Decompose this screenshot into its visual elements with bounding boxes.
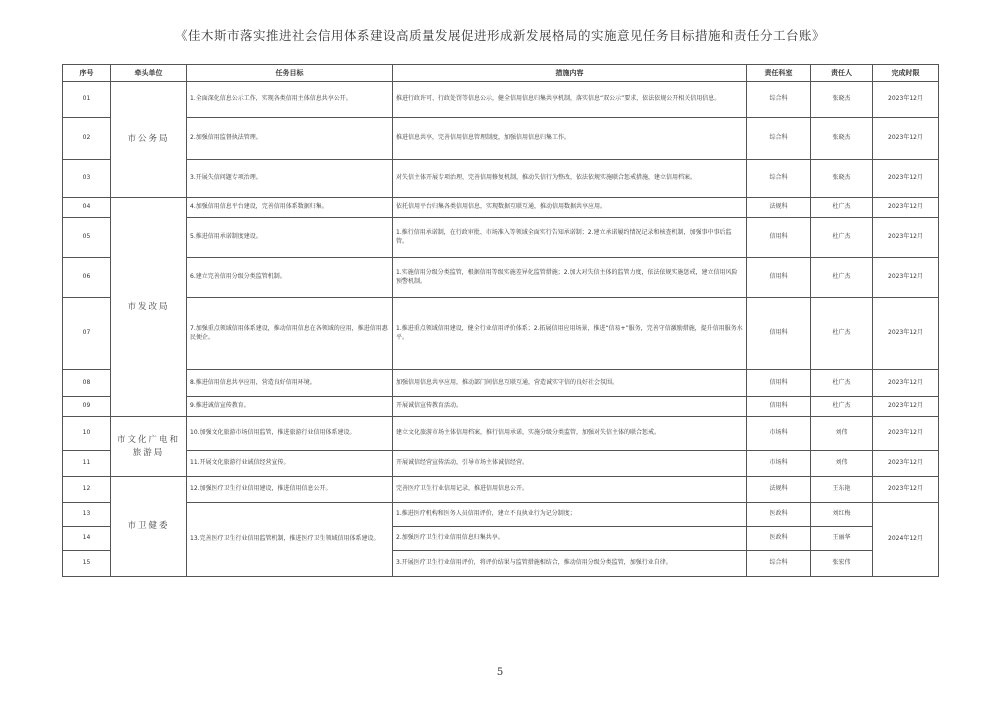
- dept-cell: 医政科: [747, 527, 811, 551]
- goal-cell: 9.推进诚信宣传教育。: [187, 397, 393, 417]
- deadline-cell: 2024年12月: [873, 503, 939, 577]
- dept-cell: 法规科: [747, 198, 811, 218]
- header-measure: 措施内容: [393, 65, 747, 82]
- header-no: 序号: [63, 65, 111, 82]
- goal-cell: 4.加强信用信息平台建设，完善信用体系数据归集。: [187, 198, 393, 218]
- person-cell: 张宏伟: [811, 551, 873, 577]
- row-no: 13: [63, 503, 111, 527]
- goal-cell: 3.开展失信问题专项治理。: [187, 160, 393, 198]
- dept-cell: 法规科: [747, 477, 811, 503]
- dept-cell: 综合科: [747, 82, 811, 118]
- table-header-row: [63, 65, 939, 82]
- row-no: 11: [63, 451, 111, 477]
- deadline-cell: 2023年12月: [873, 298, 939, 370]
- dept-cell: 市场科: [747, 417, 811, 451]
- table-row: [63, 370, 939, 397]
- person-cell: 张晓杰: [811, 118, 873, 160]
- goal-cell: 8.推进信用信息共享应用，营造良好信用环境。: [187, 370, 393, 397]
- lead-unit-cell: 市公务局: [111, 82, 187, 198]
- table-row: [63, 503, 939, 527]
- deadline-cell: 2023年12月: [873, 258, 939, 298]
- page-number: 5: [496, 667, 504, 678]
- table-row: [63, 160, 939, 198]
- goal-cell: 5.推进信用承诺制度建设。: [187, 218, 393, 258]
- deadline-cell: 2023年12月: [873, 370, 939, 397]
- row-no: 02: [63, 118, 111, 160]
- dept-cell: 信用科: [747, 370, 811, 397]
- measure-cell: 3.开展医疗卫生行业信用评价，将评价结果与监管措施相结合，推动信用分级分类监管，加强行业自律。: [393, 551, 747, 577]
- measure-cell: 加强信用信息共享应用，推动部门间信息互联互通，营造诚实守信的良好社会氛围。: [393, 370, 747, 397]
- row-no: 05: [63, 218, 111, 258]
- person-cell: 王东艳: [811, 477, 873, 503]
- dept-cell: 综合科: [747, 551, 811, 577]
- person-cell: 杜广杰: [811, 198, 873, 218]
- deadline-cell: 2023年12月: [873, 82, 939, 118]
- row-no: 07: [63, 298, 111, 370]
- measure-cell: 推进行政许可、行政处罚等信息公示，健全信用信息归集共享机制，落实信息“双公示”要求，依法依规公开相关信用信息。: [393, 82, 747, 118]
- deadline-cell: 2023年12月: [873, 218, 939, 258]
- deadline-cell: 2023年12月: [873, 451, 939, 477]
- row-no: 08: [63, 370, 111, 397]
- goal-cell: 6.建立完善信用分级分类监管机制。: [187, 258, 393, 298]
- dept-cell: 综合科: [747, 160, 811, 198]
- goal-cell: 11.开展文化旅游行业诚信经营宣传。: [187, 451, 393, 477]
- dept-cell: 信用科: [747, 218, 811, 258]
- measure-cell: 2.加强医疗卫生行业信用信息归集共享。: [393, 527, 747, 551]
- deadline-cell: 2023年12月: [873, 417, 939, 451]
- measure-cell: 1.实施信用分级分类监管，根据信用等级实施差异化监管措施；2.加大对失信主体的监管力度，依法依规实施惩戒，建立信用风险预警机制。: [393, 258, 747, 298]
- measure-cell: 对失信主体开展专项治理，完善信用修复机制，推动失信行为整改，依法依规实施联合惩戒措施，建立信用档案。: [393, 160, 747, 198]
- row-no: 12: [63, 477, 111, 503]
- person-cell: 王丽华: [811, 527, 873, 551]
- header-goal: 任务目标: [187, 65, 393, 82]
- goal-cell: 10.加强文化旅游市场信用监管，推进旅游行业信用体系建设。: [187, 417, 393, 451]
- person-cell: 刘伟: [811, 417, 873, 451]
- table-row: [63, 477, 939, 503]
- person-cell: 杜广杰: [811, 370, 873, 397]
- row-no: 06: [63, 258, 111, 298]
- table-row: [63, 258, 939, 298]
- measure-cell: 完善医疗卫生行业信用记录，推进信用信息公开。: [393, 477, 747, 503]
- header-lead-unit: 牵头单位: [111, 65, 187, 82]
- row-no: 15: [63, 551, 111, 577]
- dept-cell: 信用科: [747, 397, 811, 417]
- lead-unit-cell: 市文化广电和旅游局: [111, 417, 187, 477]
- dept-cell: 信用科: [747, 258, 811, 298]
- person-cell: 杜广杰: [811, 397, 873, 417]
- person-cell: 张晓杰: [811, 160, 873, 198]
- measure-cell: 1.推进医疗机构和医务人员信用评价，建立不良执业行为记分制度；: [393, 503, 747, 527]
- measure-cell: 依托信用平台归集各类信用信息，实现数据互联互通，推动信用数据共享应用。: [393, 198, 747, 218]
- table-row: [63, 417, 939, 451]
- dept-cell: 医政科: [747, 503, 811, 527]
- row-no: 03: [63, 160, 111, 198]
- table-row: [63, 82, 939, 118]
- deadline-cell: 2023年12月: [873, 477, 939, 503]
- row-no: 10: [63, 417, 111, 451]
- goal-cell: 7.加强重点领域信用体系建设，推动信用信息在各领域的应用，推进信用惠民便企。: [187, 298, 393, 370]
- goal-cell: 2.加强信用监督执法管理。: [187, 118, 393, 160]
- deadline-cell: 2023年12月: [873, 118, 939, 160]
- table-row: [63, 298, 939, 370]
- table-row: [63, 397, 939, 417]
- dept-cell: 综合科: [747, 118, 811, 160]
- person-cell: 刘伟: [811, 451, 873, 477]
- table-row: [63, 118, 939, 160]
- deadline-cell: 2023年12月: [873, 198, 939, 218]
- measure-cell: 推进信息共享，完善信用信息管理制度，加强信用信息归集工作。: [393, 118, 747, 160]
- header-person: 责任人: [811, 65, 873, 82]
- goal-cell: 1.全面深化信息公示工作，实现各类信用主体信息共享公开。: [187, 82, 393, 118]
- table-row: [63, 198, 939, 218]
- person-cell: 张晓杰: [811, 82, 873, 118]
- table-row: [63, 218, 939, 258]
- table-row: [63, 451, 939, 477]
- measure-cell: 1.推行信用承诺制，在行政审批、市场准入等领域全面实行告知承诺制；2.建立承诺履约情况记录和核查机制，加强事中事后监管。: [393, 218, 747, 258]
- measure-cell: 开展诚信宣传教育活动。: [393, 397, 747, 417]
- task-ledger-table: [62, 64, 939, 577]
- page-title: 《佳木斯市落实推进社会信用体系建设高质量发展促进形成新发展格局的实施意见任务目标措施和责任分工台账》: [174, 28, 825, 43]
- person-cell: 刘红梅: [811, 503, 873, 527]
- deadline-cell: 2023年12月: [873, 397, 939, 417]
- measure-cell: 1.推进重点领域信用建设，健全行业信用评价体系；2.拓展信用应用场景，推进“信易+”服务，完善守信激励措施，提升信用服务水平。: [393, 298, 747, 370]
- row-no: 01: [63, 82, 111, 118]
- header-deadline: 完成时限: [873, 65, 939, 82]
- goal-cell: 12.加强医疗卫生行业信用建设，推进信用信息公开。: [187, 477, 393, 503]
- header-dept: 责任科室: [747, 65, 811, 82]
- lead-unit-cell: 市发改局: [111, 198, 187, 417]
- dept-cell: 市场科: [747, 451, 811, 477]
- dept-cell: 信用科: [747, 298, 811, 370]
- row-no: 04: [63, 198, 111, 218]
- deadline-cell: 2023年12月: [873, 160, 939, 198]
- row-no: 14: [63, 527, 111, 551]
- person-cell: 杜广杰: [811, 298, 873, 370]
- person-cell: 杜广杰: [811, 218, 873, 258]
- measure-cell: 开展诚信经营宣传活动，引导市场主体诚信经营。: [393, 451, 747, 477]
- person-cell: 杜广杰: [811, 258, 873, 298]
- row-no: 09: [63, 397, 111, 417]
- measure-cell: 建立文化旅游市场主体信用档案，推行信用承诺，实施分级分类监管，加强对失信主体的联合惩戒。: [393, 417, 747, 451]
- lead-unit-cell: 市卫健委: [111, 477, 187, 577]
- goal-cell: 13.完善医疗卫生行业信用监管机制，推进医疗卫生领域信用体系建设。: [187, 503, 393, 577]
